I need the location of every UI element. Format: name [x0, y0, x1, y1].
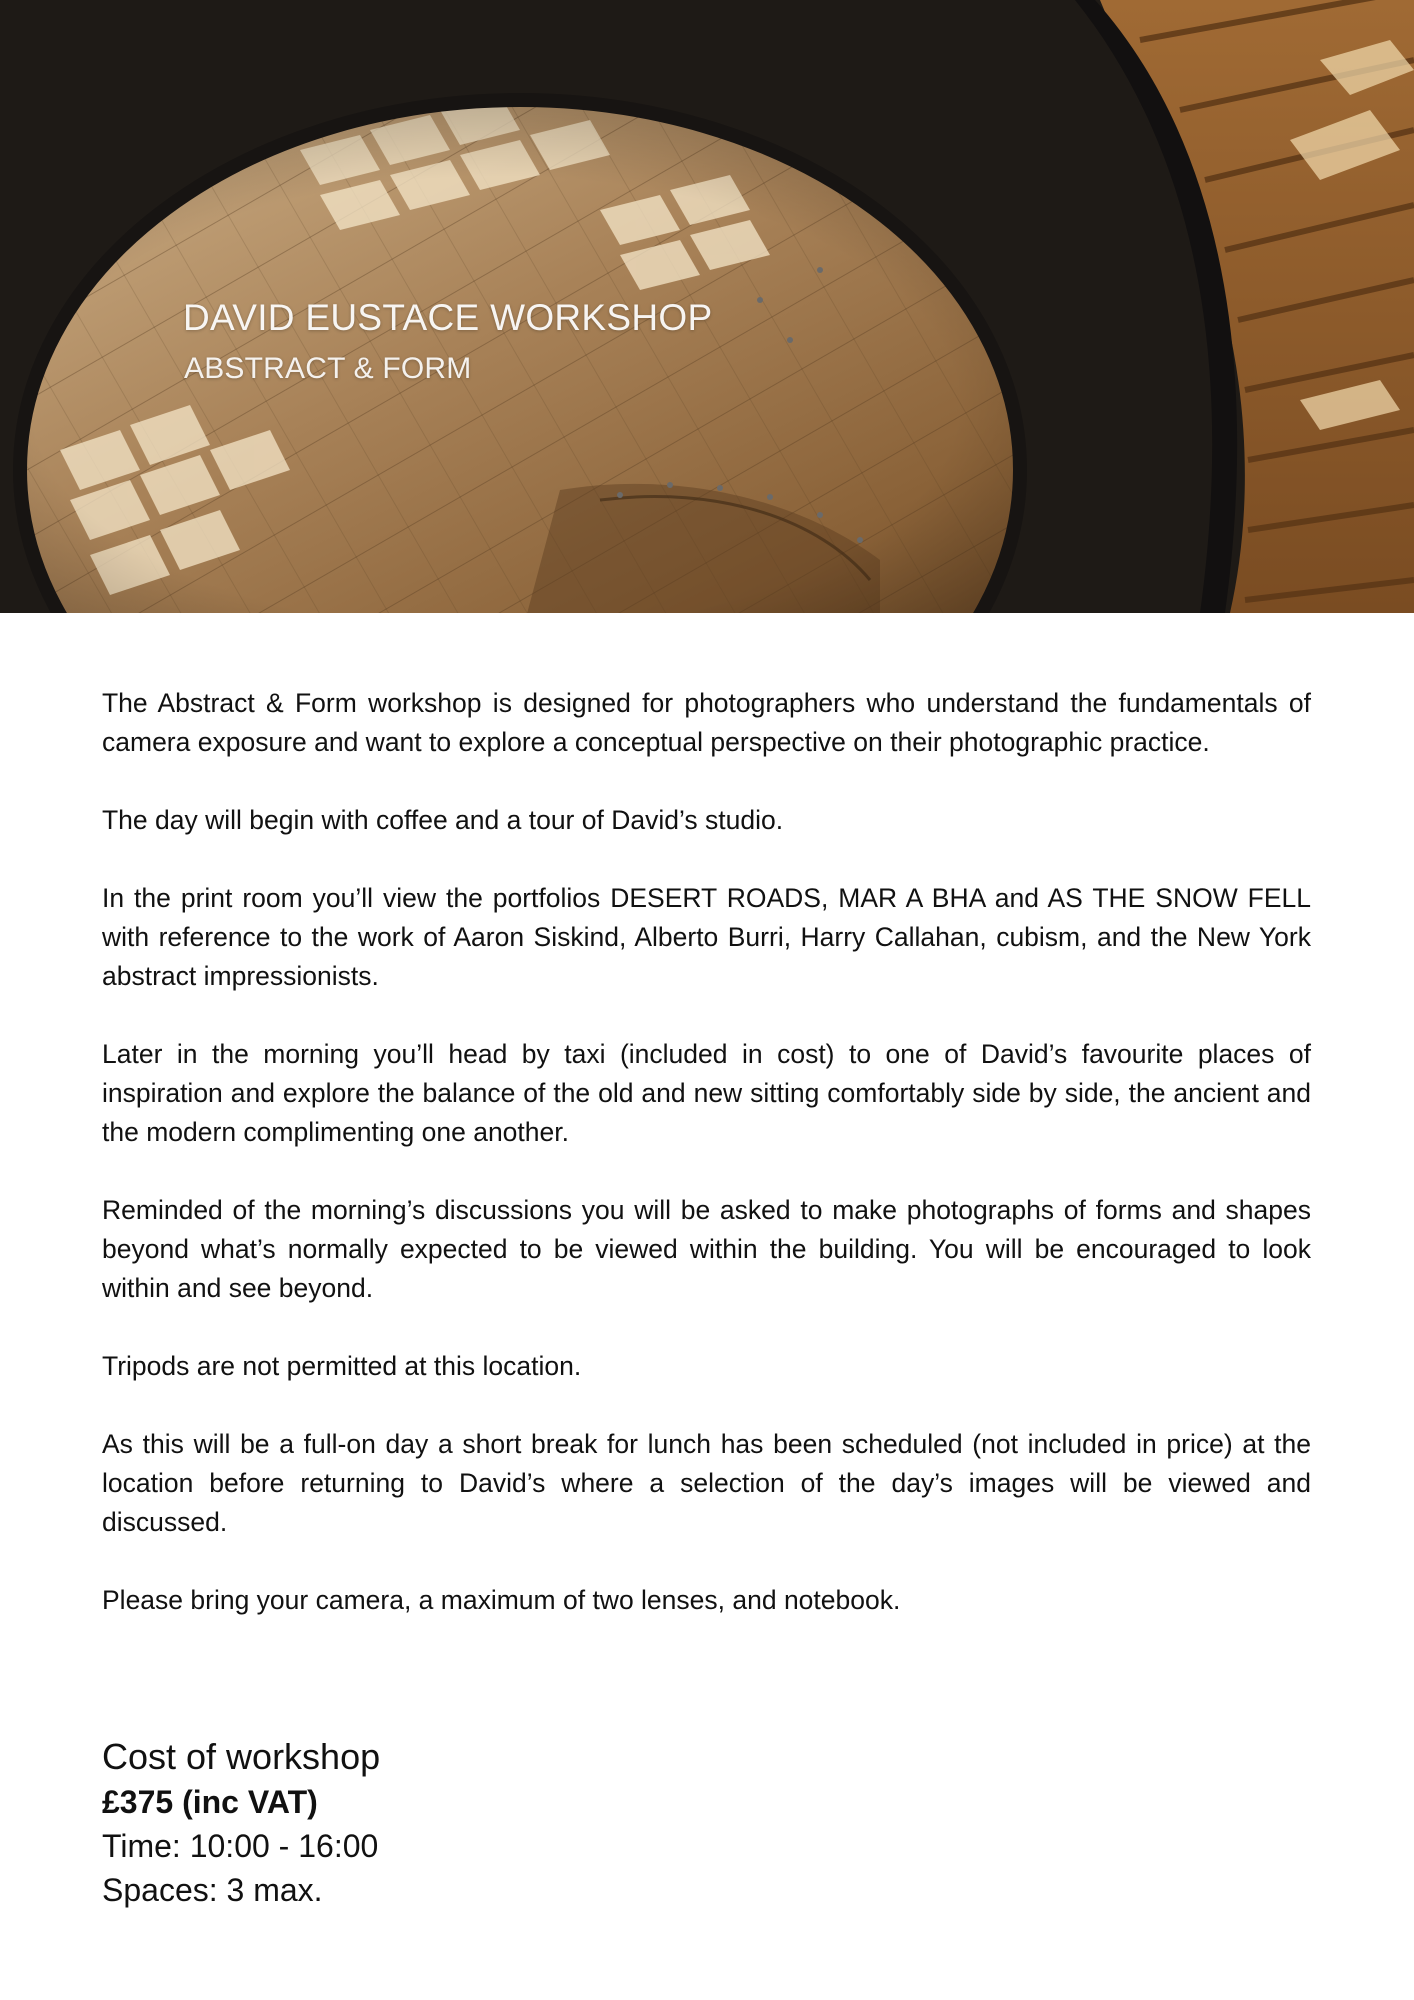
paragraph-tripods: Tripods are not permitted at this location. — [102, 1351, 582, 1381]
workshop-description — [102, 684, 1311, 1659]
workshop-title: DAVID EUSTACE WORKSHOP — [183, 297, 713, 338]
paragraph-print-room: In the print room you’ll view the portfolios DESERT ROADS, MAR A BHA and AS THE SNOW FELL with reference to the work of Aaron Siskind, Alberto Burri, Harry Callahan, cubism, and the New York abstract impressionists. — [102, 883, 1311, 991]
paragraph-lunch: As this will be a full-on day a short break for lunch has been scheduled (not included in price) at the location before returning to David’s where a selection of the day’s images will be viewed and discussed. — [102, 1429, 1311, 1537]
cost-section — [102, 1734, 1202, 1912]
cost-price: £375 (inc VAT) — [102, 1784, 318, 1820]
cost-heading: Cost of workshop — [102, 1736, 381, 1777]
paragraph-photographs: Reminded of the morning’s discussions you will be asked to make photographs of forms and shapes beyond what’s normally expected to be viewed within the building. You will be encouraged to look within and see beyond. — [102, 1195, 1311, 1303]
workshop-time: Time: 10:00 - 16:00 — [102, 1828, 379, 1864]
paragraph-intro: The Abstract & Form workshop is designed for photographers who understand the fundamentals of camera exposure and want to explore a conceptual perspective on their photographic practice. — [102, 688, 1311, 757]
paragraph-coffee: The day will begin with coffee and a tour of David’s studio. — [102, 805, 784, 835]
workshop-subtitle: ABSTRACT & FORM — [184, 352, 472, 385]
hero-image — [0, 0, 1414, 613]
paragraph-bring: Please bring your camera, a maximum of two lenses, and notebook. — [102, 1585, 901, 1615]
workshop-spaces: Spaces: 3 max. — [102, 1872, 323, 1908]
paragraph-taxi: Later in the morning you’ll head by taxi (included in cost) to one of David’s favourite places of inspiration and explore the balance of the old and new sitting comfortably side by side, the ancient and the modern complimenting one another. — [102, 1039, 1311, 1147]
